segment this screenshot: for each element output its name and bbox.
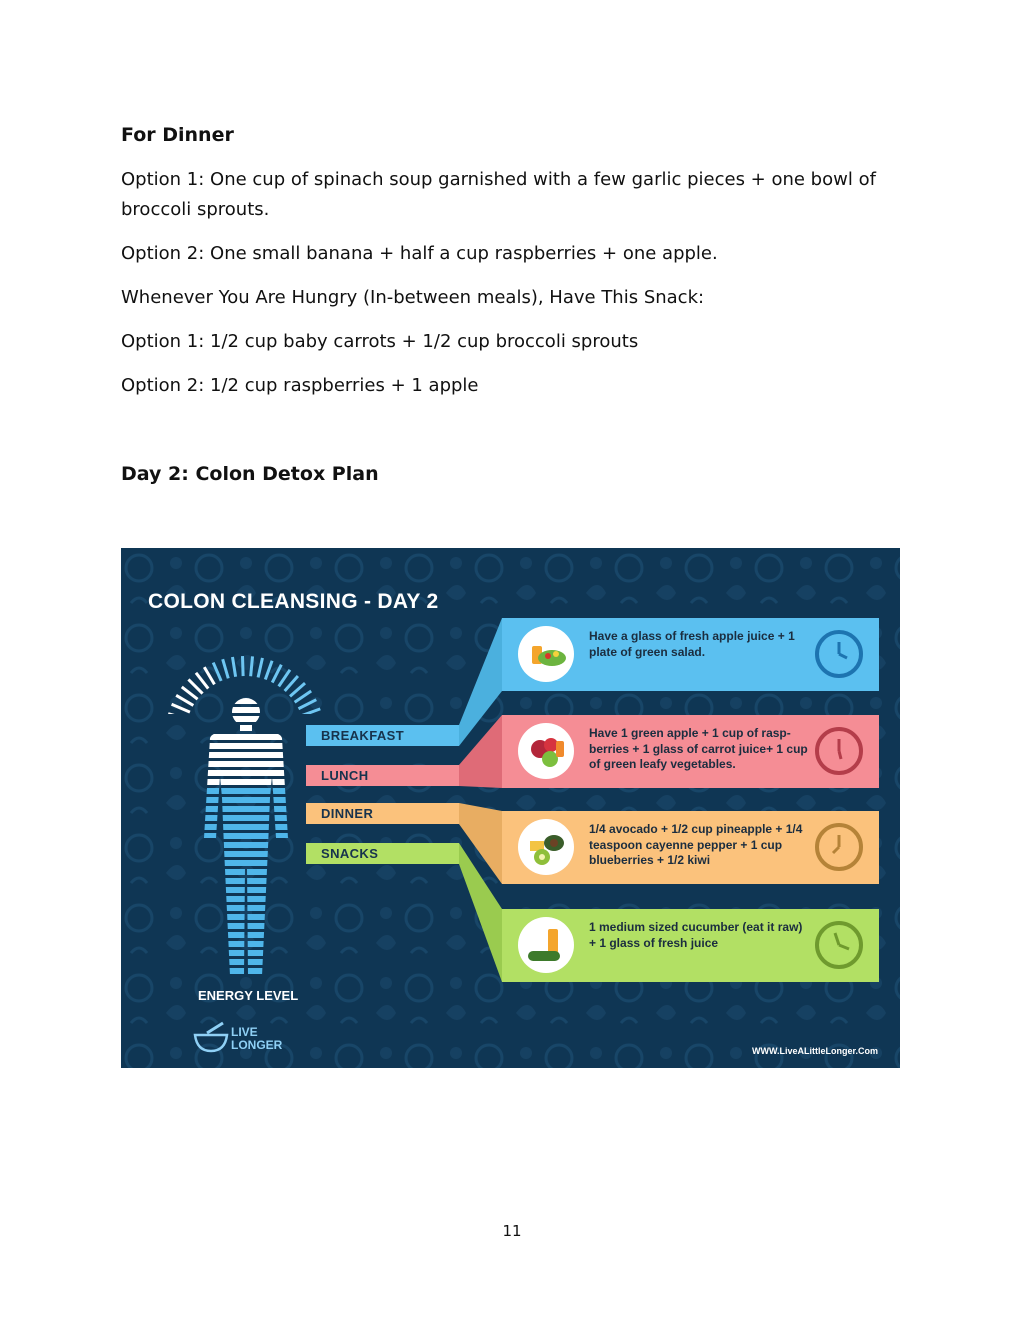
dinner-option-2: Option 2: One small banana + half a cup raspberries + one apple. xyxy=(121,243,718,264)
human-figure-icon xyxy=(196,698,296,983)
clock-icon xyxy=(813,919,865,971)
meal-panel-dinner xyxy=(502,811,879,884)
logo-text: LIVE LONGER xyxy=(231,1025,283,1052)
mortar-logo-icon xyxy=(193,1021,229,1055)
meal-text-dinner: 1/4 avocado + 1/2 cup pineapple + 1/4 teaspoon cayenne pepper + 1 cup blueberries + 1/2 kiwi xyxy=(589,822,803,867)
snack-option-1: Option 1: 1/2 cup baby carrots + 1/2 cup broccoli sprouts xyxy=(121,331,639,352)
snack-option-2: Option 2: 1/2 cup raspberries + 1 apple xyxy=(121,375,479,396)
meal-tag-lunch: LUNCH xyxy=(306,765,459,786)
meal-panel-snacks xyxy=(502,909,879,982)
infographic-url: WWW.LiveALittleLonger.Com xyxy=(752,1046,878,1056)
meal-text-lunch: Have 1 green apple + 1 cup of rasp-berries + 1 glass of carrot juice+ 1 cup of green leafy vegetables. xyxy=(589,726,808,771)
cucumber-juice-icon xyxy=(518,917,574,973)
dinner-option-1: Option 1: One cup of spinach soup garnished with a few garlic pieces + one bowl of broccoli sprouts. xyxy=(121,169,876,220)
meal-panel-lunch xyxy=(502,715,879,788)
day2-heading: Day 2: Colon Detox Plan xyxy=(121,463,379,485)
clock-icon xyxy=(813,821,865,873)
meal-text-breakfast: Have a glass of fresh apple juice + 1 plate of green salad. xyxy=(589,629,795,659)
meal-tag-snacks: SNACKS xyxy=(306,843,459,864)
meal-panel-breakfast xyxy=(502,618,879,691)
dinner-heading: For Dinner xyxy=(121,124,234,146)
meal-tag-breakfast: BREAKFAST xyxy=(306,725,459,746)
colon-cleansing-infographic xyxy=(121,548,900,1068)
page-number: 11 xyxy=(502,1222,522,1240)
meal-tag-dinner: DINNER xyxy=(306,803,459,824)
energy-level-label: ENERGY LEVEL xyxy=(198,988,299,1003)
salad-juice-icon xyxy=(518,626,574,682)
clock-icon xyxy=(813,628,865,680)
snack-intro: Whenever You Are Hungry (In-between meals), Have This Snack: xyxy=(121,287,705,308)
apple-berries-icon xyxy=(518,723,574,779)
clock-icon xyxy=(813,725,865,777)
avocado-kiwi-icon xyxy=(518,819,574,875)
meal-text-snacks: 1 medium sized cucumber (eat it raw) + 1 glass of fresh juice xyxy=(589,920,803,950)
infographic-title: COLON CLEANSING - DAY 2 xyxy=(148,590,439,613)
